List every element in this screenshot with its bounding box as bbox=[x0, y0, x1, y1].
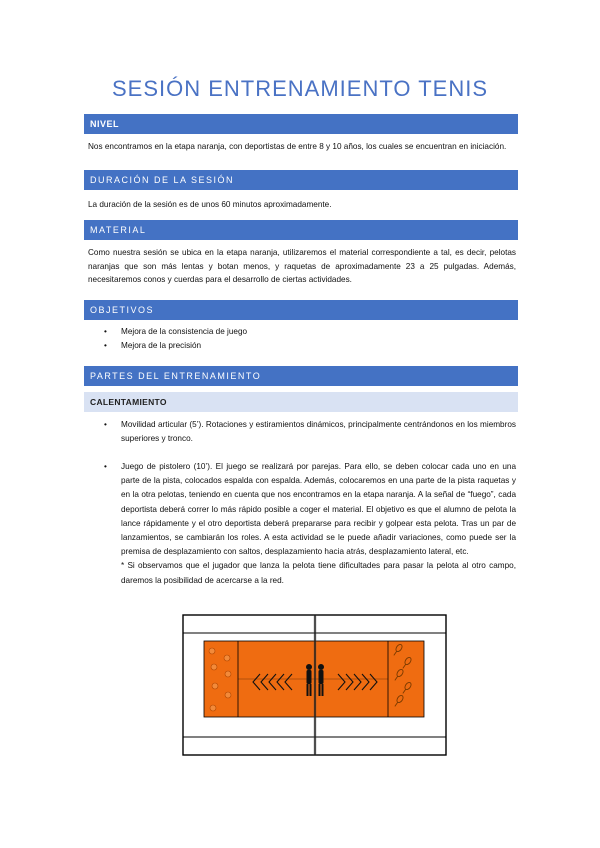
bullet-icon: • bbox=[104, 462, 107, 471]
ball-icon bbox=[224, 655, 230, 661]
note-text: * Si observamos que el jugador que lanza la pelota tiene dificultades para pasar la pelota al otro campo, daremos la posibilidad de acercarse a la red. bbox=[121, 561, 516, 585]
nivel-text: Nos encontramos en la etapa naranja, con deportistas de entre 8 y 10 años, los cuales se encuentran en iniciación. bbox=[88, 142, 507, 151]
bullet-icon: • bbox=[104, 420, 107, 429]
ball-icon bbox=[211, 664, 217, 670]
ball-icon bbox=[212, 683, 218, 689]
material-text: Como nuestra sesión se ubica en la etapa naranja, utilizaremos el material correspondiente a tal, es decir, pelotas naranjas que son más lentas y botan menos, y raquetas de aproximadamente 23 a 25 pulgadas. Además, necesitaremos conos y cuerdas para el desarrollo de ciertas actividades. bbox=[88, 248, 516, 284]
objetivos-list bbox=[88, 325, 516, 353]
duracion-text: La duración de la sesión es de unos 60 minutos aproximadamente. bbox=[88, 200, 332, 209]
list-item: • Mejora de la consistencia de juego bbox=[88, 325, 516, 339]
section-heading-partes: PARTES DEL ENTRENAMIENTO bbox=[84, 366, 518, 386]
section-heading-duracion: DURACIÓN DE LA SESIÓN bbox=[84, 170, 518, 190]
ball-icon bbox=[209, 648, 215, 654]
tennis-court-diagram bbox=[182, 614, 447, 756]
section-heading-nivel: NIVEL bbox=[84, 114, 518, 134]
ball-icon bbox=[225, 671, 231, 677]
calentamiento-item-2: • Juego de pistolero (10’). El juego se realizará por parejas. Para ello, se deben colocar cada uno en una parte de la pista, colocados espalda con espalda. Además, colocaremos en una parte de la pista raquetas y en la otra pelotas, teniendo en cuenta que nos encontramos en la etapa naranja. A la señal de “fuego”, cada deportista deberá correr lo más rápido posible a coger el material. El objetivo es que el alumno de pelota la lance rápidamente y el otro deportista deberá prepararse para recibir y golpear esta pelota. Tras un par de lanzamientos, se cambiarán los roles. A esta actividad se le puede añadir variaciones, como puede ser la premisa de desplazamiento con saltos, desplazamiento hacia atrás, desplazamiento lateral, etc. * Si observamos que el jugador que lanza la pelota tiene dificultades para pasar la pelota al otro campo, daremos la posibilidad de acercarse a la red. bbox=[104, 460, 516, 588]
page-title: SESIÓN ENTRENAMIENTO TENIS bbox=[111, 76, 489, 101]
ball-icon bbox=[210, 705, 216, 711]
bullet-icon: • bbox=[104, 341, 107, 350]
calentamiento-item-1: • Movilidad articular (5’). Rotaciones y estiramientos dinámicos, principalmente centrándonos en los miembros superiores y tronco. bbox=[104, 420, 516, 444]
bullet-icon: • bbox=[104, 327, 107, 336]
ball-icon bbox=[225, 692, 231, 698]
list-item: • Mejora de la precisión bbox=[88, 339, 516, 353]
section-heading-material: MATERIAL bbox=[84, 220, 518, 240]
subsection-calentamiento: CALENTAMIENTO bbox=[84, 392, 518, 412]
section-heading-objetivos: OBJETIVOS bbox=[84, 300, 518, 320]
